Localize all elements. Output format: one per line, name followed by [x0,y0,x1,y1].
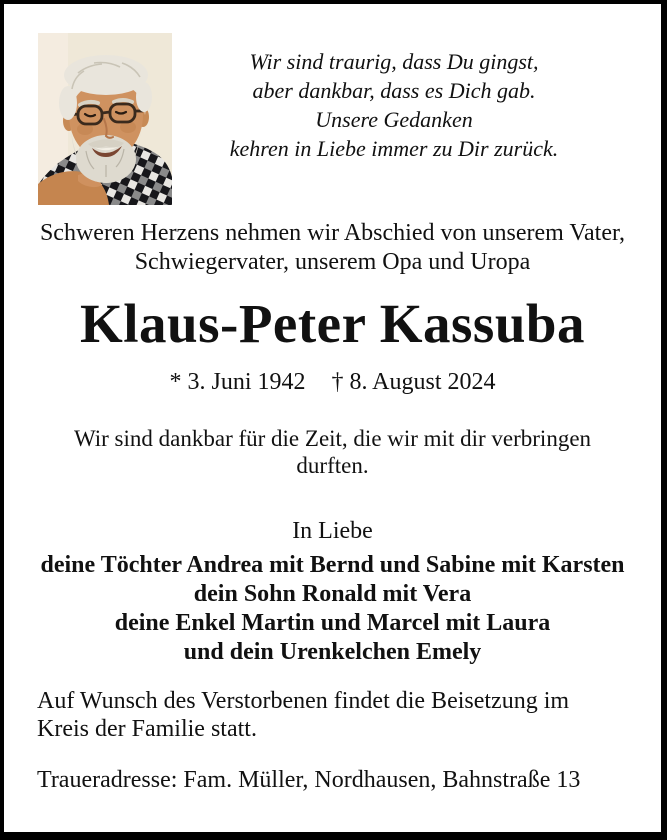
family-line: und dein Urenkelchen Emely [183,639,482,665]
intro-line: Schweren Herzens nehmen wir Abschied von unserem Vater, [39,220,626,246]
epigraph-line: Unsere Gedanken [315,107,473,132]
burial-notice-line: Kreis der Familie statt. [37,716,257,742]
closing-phrase: In Liebe [292,518,373,544]
epigraph [172,47,661,163]
birth-date: * 3. Juni 1942 [169,369,306,395]
farewell-intro [4,219,661,277]
family-line: dein Sohn Ronald mit Vera [193,581,472,607]
epigraph-line: Wir sind traurig, dass Du gingst, [249,49,539,74]
gratitude-line: Wir sind dankbar für die Zeit, die wir mit dir verbringen [73,426,592,451]
family-line: deine Enkel Martin und Marcel mit Laura [114,610,551,636]
portrait-photo [38,33,172,205]
deceased-name: Klaus-Peter Kassuba [79,293,586,354]
epigraph-line: aber dankbar, dass es Dich gab. [252,78,536,103]
gratitude-text [4,425,661,479]
mourning-address: Traueradresse: Fam. Müller, Nordhausen, Bahnstraße 13 [37,767,581,793]
life-dates [4,367,661,397]
burial-notice-line: Auf Wunsch des Verstorbenen findet die Beisetzung im [37,688,570,714]
family-line: deine Töchter Andrea mit Bernd und Sabine mit Karsten [40,552,625,578]
epigraph-line: kehren in Liebe immer zu Dir zurück. [229,136,559,161]
header-row [4,33,661,205]
death-date: † 8. August 2024 [331,369,496,395]
gratitude-line: durften. [296,453,369,478]
family-list [4,551,661,667]
burial-notice [4,687,661,743]
portrait-illustration [38,33,172,205]
intro-line: Schwiegervater, unserem Opa und Uropa [134,249,531,275]
